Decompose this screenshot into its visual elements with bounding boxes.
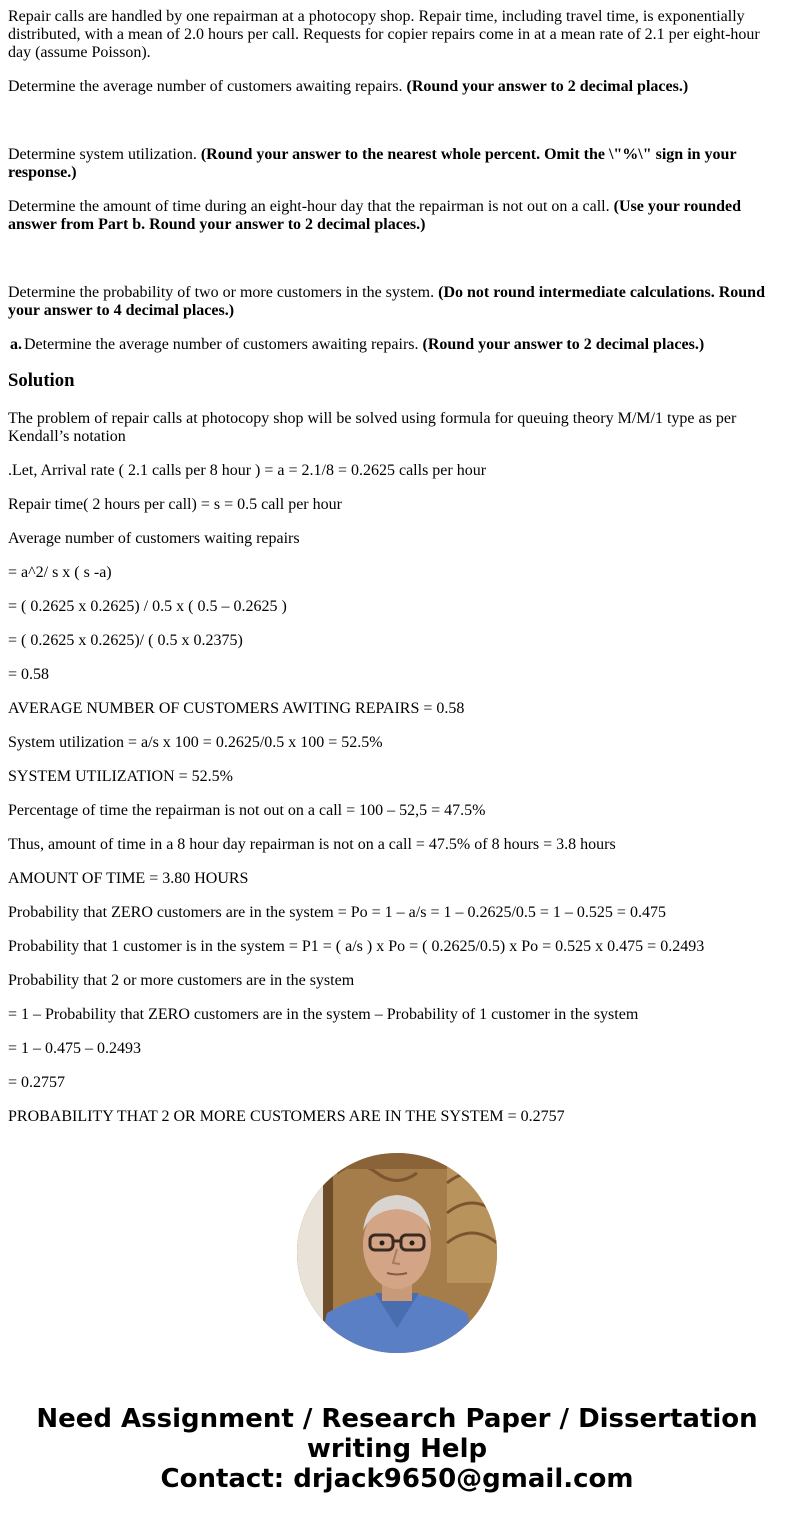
solution-line: = 0.2757 [8,1074,66,1091]
solution-line: Percentage of time the repairman is not out on a call = 100 – 52,5 = 47.5% [8,802,486,819]
solution-line: PROBABILITY THAT 2 OR MORE CUSTOMERS ARE IN THE SYSTEM = 0.2757 [8,1108,565,1122]
author-portrait-image [297,1153,497,1353]
question-a [8,78,778,96]
solution-line: Average number of customers waiting repairs [8,530,300,547]
question-intro: Repair calls are handled by one repairman at a photocopy shop. Repair time, including travel time, is exponentially distributed, with a mean of 2.0 hours per call. Requests for copier repairs come in at a mean rate of 2.1 per eight-hour day (assume Poisson). [8,8,760,61]
part-a-label: a. [10,336,22,353]
solution-line: The problem of repair calls at photocopy shop will be solved using formula for queuing theory M/M/1 type as per Kendall’s notation [8,410,737,445]
part-a-text: Determine the average number of customers awaiting repairs. [24,336,423,353]
answer-gap [8,250,778,284]
solution-line: = 0.58 [8,666,50,683]
question-a-note: (Round your answer to 2 decimal places.) [406,78,689,95]
solution-heading: Solution [8,370,75,391]
solution-line: = ( 0.2625 x 0.2625)/ ( 0.5 x 0.2375) [8,632,243,649]
solution-line: = 1 – 0.475 – 0.2493 [8,1040,142,1057]
solution-line: Repair time( 2 hours per call) = s = 0.5 call per hour [8,496,342,513]
question-b-note: (Round your answer to the nearest whole percent. Omit the \"%\" sign in your response.) [8,146,737,181]
part-a-row [10,336,778,354]
solution-line: = a^2/ s x ( s -a) [8,564,112,581]
solution-line: = ( 0.2625 x 0.2625) / 0.5 x ( 0.5 – 0.2625 ) [8,598,287,615]
author-avatar [297,1153,497,1353]
question-c [8,198,778,234]
question-d-text: Determine the probability of two or more customers in the system. [8,284,439,301]
contact-banner [0,1404,794,1494]
solution-line: .Let, Arrival rate ( 2.1 calls per 8 hour ) = a = 2.1/8 = 0.2625 calls per hour [8,462,487,479]
solution-line: AVERAGE NUMBER OF CUSTOMERS AWITING REPAIRS = 0.58 [8,700,465,717]
question-b [8,146,778,182]
question-a-text: Determine the average number of customers awaiting repairs. [8,78,407,95]
question-c-note: (Use your rounded answer from Part b. Round your answer to 2 decimal places.) [8,198,742,233]
question-c-text: Determine the amount of time during an eight-hour day that the repairman is not out on a call. [8,198,614,215]
solution-line: AMOUNT OF TIME = 3.80 HOURS [8,870,249,887]
question-d-note: (Do not round intermediate calculations. Round your answer to 4 decimal places.) [8,284,765,319]
solution-line: Probability that 2 or more customers are in the system [8,972,355,989]
question-d [8,284,778,320]
solution-line: Probability that 1 customer is in the system = P1 = ( a/s ) x Po = ( 0.2625/0.5) x Po = 0.525 x 0.475 = 0.2493 [8,938,705,955]
part-a-content [24,336,704,354]
question-b-text: Determine system utilization. [8,146,201,163]
solution-line: Thus, amount of time in a 8 hour day repairman is not on a call = 47.5% of 8 hours = 3.8 hours [8,836,616,853]
solution-line: SYSTEM UTILIZATION = 52.5% [8,768,233,785]
answer-gap [8,112,778,146]
banner-line-1: Need Assignment / Research Paper / Dissertation [36,1404,758,1434]
banner-line-2: writing Help [306,1434,488,1464]
banner-contact-email: Contact: drjack9650@gmail.com [160,1464,634,1494]
solution-line: Probability that ZERO customers are in the system = Po = 1 – a/s = 1 – 0.2625/0.5 = 1 – 0.525 = 0.475 [8,904,666,921]
part-a-note: (Round your answer to 2 decimal places.) [422,336,705,353]
document-body [8,8,778,1122]
solution-line: System utilization = a/s x 100 = 0.2625/0.5 x 100 = 52.5% [8,734,383,751]
solution-line: = 1 – Probability that ZERO customers are in the system – Probability of 1 customer in the system [8,1006,639,1023]
